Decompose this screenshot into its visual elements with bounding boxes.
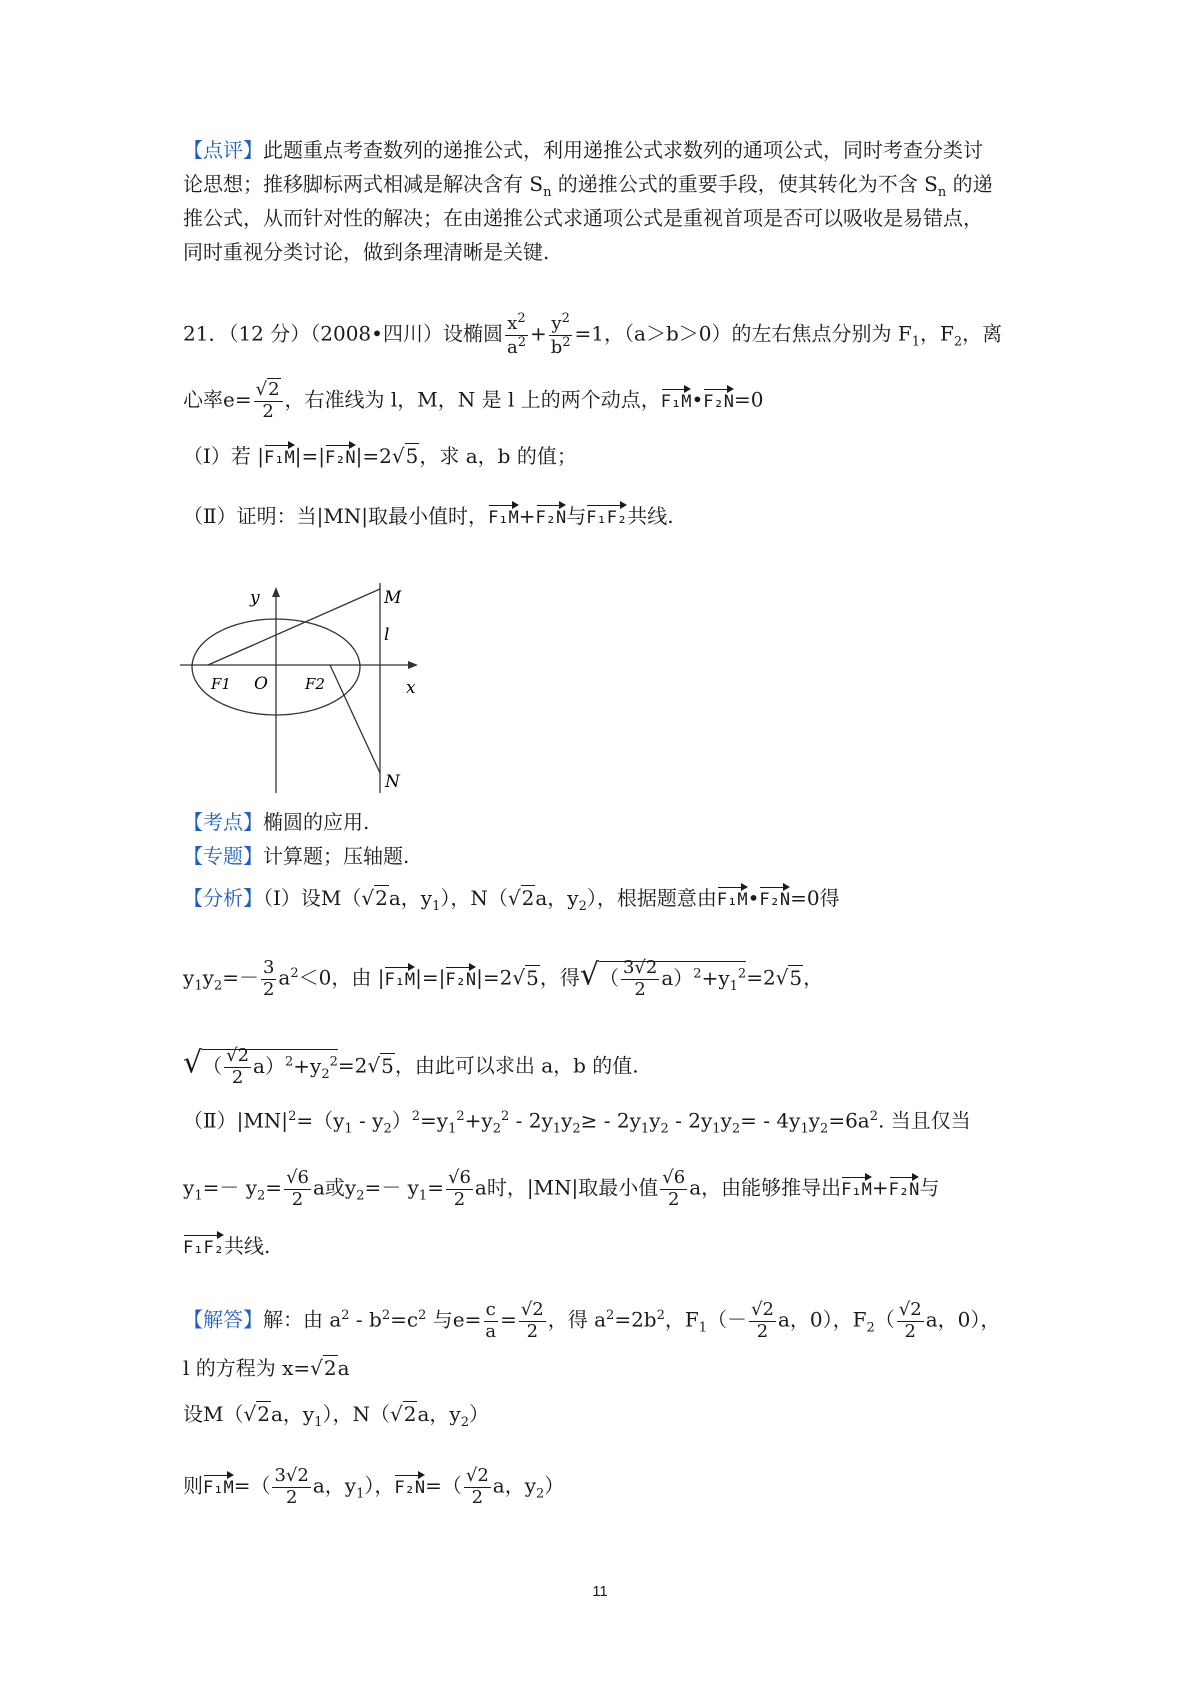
text: |=| xyxy=(294,444,325,468)
text: a，y xyxy=(417,1402,461,1426)
part2-line-1: $(Ⅱ)|MN|^2=(y_1 - y_2)^2=y_1^2+y_2^2 - 2y_1y_2\ge - 2y_1y_2 - 2y_1y_2= - 4y_1y_2=6a^2$. 当且仅当 xyxy=(183,1108,971,1137)
text: |=2 xyxy=(476,965,513,990)
text: M（ xyxy=(320,886,362,910)
text: =2b xyxy=(614,1307,657,1332)
text: |=| xyxy=(415,965,446,990)
segment-F2N xyxy=(330,665,380,773)
text: - b xyxy=(349,1307,382,1332)
text: ） xyxy=(544,1473,565,1498)
text: a，由能够推导出 xyxy=(689,1175,842,1200)
text: ，由此可以求出 a，b 的值. xyxy=(394,1053,639,1078)
text: a或y xyxy=(312,1175,357,1200)
label-y: y xyxy=(250,588,260,608)
problem-after-eq: ，（a＞b＞0）的左右焦点分别为 F xyxy=(604,321,912,346)
part2-line-2: $y_1=- y_2=$ $\frac{√6}{2}$ a或$y_2=- y_1=$ $\frac{√6}{2}$ a时，|MN|取最小值 $\frac{√6}{2}$ a，由能够推导出F₁M+F₂N与 xyxy=(183,1167,940,1210)
text: a xyxy=(337,1356,350,1380)
text: =－ xyxy=(222,965,259,990)
label-x: x xyxy=(406,678,416,698)
text: l 的方程为 x= xyxy=(183,1356,311,1380)
part-2-line xyxy=(183,500,674,527)
kaodian-text: 椭圆的应用. xyxy=(263,810,370,834)
text: （Ⅰ）设 xyxy=(263,886,321,910)
part2-line-3 xyxy=(183,1230,270,1257)
segment-F1M xyxy=(208,589,380,665)
zhuanti-line xyxy=(183,846,409,866)
text: a时，|MN|取最小值 xyxy=(474,1175,659,1200)
text: +y xyxy=(701,965,730,990)
label-F2: F2 xyxy=(305,675,325,693)
comment-line-1 xyxy=(183,140,983,160)
text: ），N（ xyxy=(322,1402,390,1426)
sep: ，F xyxy=(920,321,954,346)
text: 解：由 a xyxy=(263,1307,342,1332)
vector-F2N: F₂N xyxy=(325,440,356,467)
comment-line-3: 推公式，从而针对性的解决；在由递推公式求通项公式是重视首项是否可以吸收是易错点， xyxy=(183,206,983,230)
vector-F1F2: F₁F₂ xyxy=(183,1230,224,1257)
vector-F1M: F₁M xyxy=(203,1470,234,1497)
x-axis-arrow xyxy=(408,661,418,669)
text: ，右准线为 l，M，N 是 l 上的两个动点， xyxy=(284,387,661,412)
text: ，F xyxy=(664,1307,699,1332)
problem-tail: ，离 xyxy=(962,321,1003,346)
solution-line-3: 设M（√2a，$y_1$），N（√2a，$y_2$） xyxy=(183,1402,489,1430)
comment-text-2a: 论思想；推移脚标两式相减是解决含有 S xyxy=(183,172,544,196)
label-F1: F1 xyxy=(211,675,231,693)
solution-line-2: l 的方程为 x=√2a xyxy=(183,1356,350,1380)
text: a，y xyxy=(535,886,579,910)
vector-F1M: F₁M xyxy=(717,882,748,909)
text: 心率 xyxy=(183,387,223,412)
part-1-line: （Ⅰ）若 |F₁M|=|F₂N|=2√5，求 a，b 的值； xyxy=(183,440,577,467)
text: =y xyxy=(420,1108,449,1133)
zhuanti-text: 计算题；压轴题. xyxy=(263,844,410,868)
text: =－ y xyxy=(202,1175,258,1200)
problem-line-1: 21．（12 分）（2008•四川）设椭圆 $\frac{x^2}{a^2}$ + $\frac{y^2}{b^2}$ =1，（a＞b＞0）的左右焦点分别为 $F_1$，$F_2$，离 xyxy=(183,311,1003,358)
text: ，求 a，b 的值； xyxy=(419,444,577,468)
text: （Ⅱ）证明：当|MN|取最小值时， xyxy=(183,504,489,528)
text: ，得 xyxy=(539,965,580,990)
text: |=2 xyxy=(355,444,392,468)
vector-F1F2: F₁F₂ xyxy=(586,500,627,527)
label-l: l xyxy=(384,625,390,645)
text: - 2y xyxy=(509,1108,553,1133)
text: =2 xyxy=(337,1053,368,1078)
solution-tag: 【解答】 xyxy=(183,1307,263,1332)
text: a，0），F xyxy=(777,1307,867,1332)
sub: 2 xyxy=(953,334,963,350)
text: N（ xyxy=(470,886,508,910)
problem-head: 21．（12 分）（2008•四川）设椭圆 xyxy=(183,321,503,346)
text: ）， xyxy=(440,886,471,910)
text: =0得 xyxy=(790,886,840,910)
text: y xyxy=(183,965,195,990)
text: 共线. xyxy=(627,504,674,528)
zhuanti-tag: 【专题】 xyxy=(183,844,263,868)
vector-F2N: F₂N xyxy=(889,1172,920,1199)
text: =0 xyxy=(733,387,764,412)
text: = xyxy=(265,1175,283,1200)
text: - 2y xyxy=(668,1108,713,1133)
vector-F1M: F₁M xyxy=(264,440,295,467)
frac-sqrt2-2: $\frac{√2}{2}$ xyxy=(254,380,283,422)
text: a，0）， xyxy=(925,1307,1001,1332)
text: e= xyxy=(452,1307,482,1332)
kaodian-line xyxy=(183,812,369,832)
fenxi-line-1: 【分析】（Ⅰ）设M（√2a，$y_1$），N（√2a，$y_2$），根据题意由F₁M•F₂N=0得 xyxy=(183,882,840,913)
text: . 当且仅当 xyxy=(878,1108,971,1133)
text: （Ⅱ）|MN| xyxy=(183,1108,289,1133)
fenxi-line-3: √（ $\frac{√2}{2}$ $a)^2+y_2^2=2√5$，由此可以求出 a，b 的值. xyxy=(183,1045,639,1088)
vector-F2N: F₂N xyxy=(394,1470,425,1497)
vector-F2N: F₂N xyxy=(759,882,790,909)
text: = - 4y xyxy=(740,1108,801,1133)
comment-line-4: 同时重视分类讨论，做到条理清晰是关键. xyxy=(183,240,550,264)
text: =c xyxy=(390,1307,419,1332)
text: （－ xyxy=(707,1307,748,1332)
vector-F1M: F₁M xyxy=(661,384,692,411)
text: =（ xyxy=(233,1473,271,1498)
fenxi-line-2: $y_1y_2=-$ $\frac{3}{2}$ $a^2<0$，由 |F₁M|=|F₂N|=2√5，得√（ $\frac{3√2}{2}$ $a)^2+y_1^2=2√5$， xyxy=(183,957,824,1000)
text: =（ xyxy=(425,1473,462,1498)
vector-F1M: F₁M xyxy=(841,1172,872,1199)
text: 与 xyxy=(919,1175,940,1200)
text: 与 xyxy=(566,504,587,528)
label-M: M xyxy=(384,588,402,608)
comment-tag: 【点评】 xyxy=(183,138,263,162)
fenxi-tag: 【分析】 xyxy=(183,886,263,910)
text: ，得 a xyxy=(547,1307,607,1332)
text: a，y xyxy=(312,1473,357,1498)
text: a，y xyxy=(492,1473,537,1498)
problem-line-2: 心率e= $\frac{√2}{2}$ ，右准线为 l，M，N 是 l 上的两个动点，F₁M•F₂N=0 xyxy=(183,379,764,422)
label-O: O xyxy=(254,674,268,694)
text: =（y xyxy=(296,1108,345,1133)
text: - y xyxy=(352,1108,384,1133)
text: （Ⅰ）若 | xyxy=(183,444,264,468)
text: ） xyxy=(391,1108,412,1133)
solution-line-1: 【解答】解：由 $a^2 - b^2=c^2$ 与e= $\frac{c}{a}$ = $\frac{√2}{2}$ ，得 $a^2=2b^2$，$F_1(-$ $\frac{√2}{2}$ a，0），$F_2$（ $\frac{√2}{2}$ a，0）， xyxy=(183,1299,1001,1342)
text: 共线. xyxy=(223,1234,271,1258)
vector-F2N: F₂N xyxy=(536,500,567,527)
vector-F2N: F₂N xyxy=(445,962,476,989)
vector-F1M: F₁M xyxy=(488,500,519,527)
text: ，根据题意由 xyxy=(596,886,717,910)
text: a，y xyxy=(270,1402,315,1426)
comment-text-2b: 的递推公式的重要手段，使其转化为不含 S xyxy=(551,172,938,196)
page-number: 11 xyxy=(592,1583,608,1600)
text: =2 xyxy=(746,965,776,990)
solution-line-4: 则F₁M=（ $\frac{3√2}{2}$ a，$y_1$），F₂N=（ $\frac{√2}{2}$ a，$y_2$） xyxy=(183,1465,565,1508)
text: 设M（ xyxy=(183,1402,244,1426)
text: =－ y xyxy=(364,1175,419,1200)
comment-text-1: 此题重点考查数列的递推公式，利用递推公式求数列的通项公式，同时考查分类讨 xyxy=(263,138,983,162)
text: a xyxy=(278,965,291,990)
vector-F2N: F₂N xyxy=(703,384,734,411)
text: 与 xyxy=(426,1307,453,1332)
text: + xyxy=(518,504,536,528)
text: （ xyxy=(874,1307,895,1332)
text: ≥ - 2y xyxy=(580,1108,641,1133)
comment-text-2c: 的递 xyxy=(946,172,993,196)
sub: 1 xyxy=(911,334,920,350)
text: +y xyxy=(464,1108,493,1133)
frac-y2-b2: $\frac{y^2}{b^2}$ xyxy=(550,311,571,358)
text: =6a xyxy=(828,1108,870,1133)
y-axis-arrow xyxy=(272,587,280,597)
kaodian-tag: 【考点】 xyxy=(183,810,263,834)
frac-x2-a2: $\frac{x^2}{a^2}$ xyxy=(506,311,526,358)
text: ）， xyxy=(364,1473,395,1498)
text: ） xyxy=(468,1402,489,1426)
sub: n xyxy=(937,185,947,200)
sub: n xyxy=(543,185,552,200)
label-N: N xyxy=(385,772,400,792)
text: ＜0，由 | xyxy=(298,965,385,990)
ellipse-diagram xyxy=(180,583,440,800)
text: 则 xyxy=(183,1473,203,1498)
text: y xyxy=(183,1175,195,1200)
vector-F1M: F₁M xyxy=(384,962,415,989)
text: a，y xyxy=(388,886,433,910)
comment-line-2 xyxy=(183,174,993,199)
